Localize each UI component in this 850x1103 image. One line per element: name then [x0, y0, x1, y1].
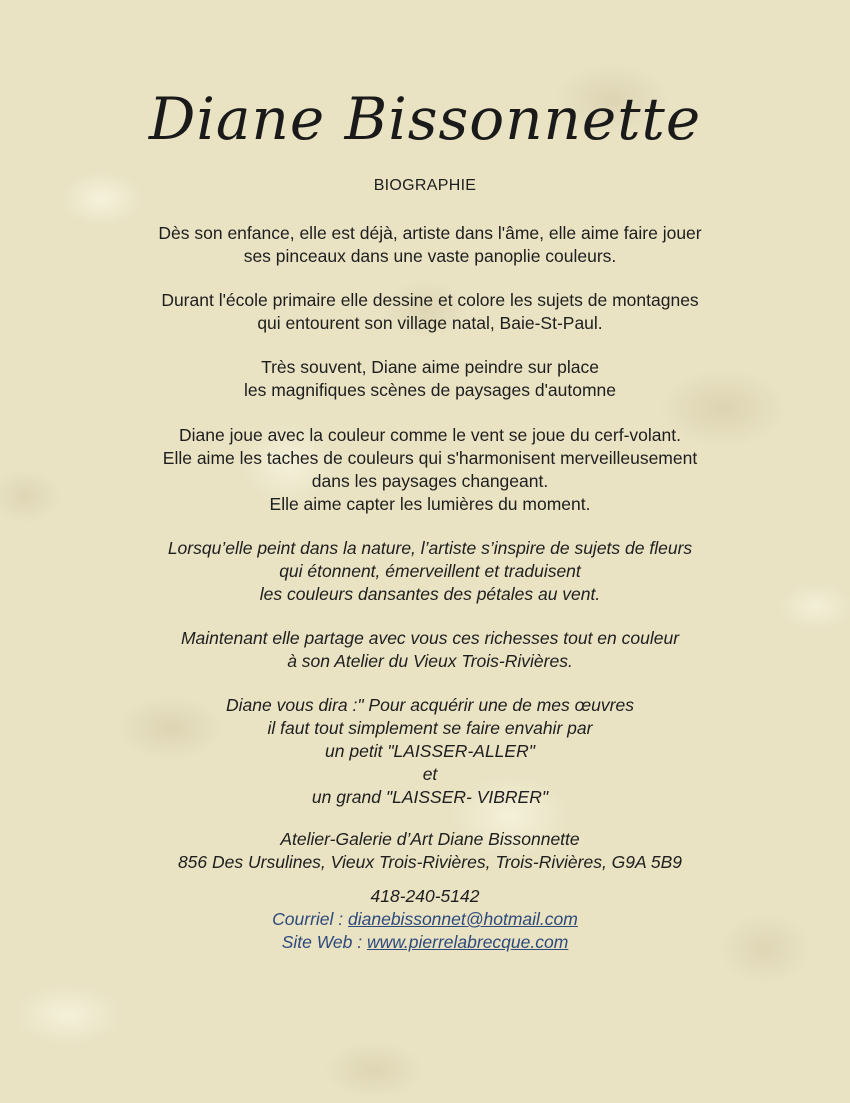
- email-label: Courriel :: [272, 909, 348, 929]
- text-line: Elle aime capter les lumières du moment.: [269, 494, 591, 514]
- text-line: Diane joue avec la couleur comme le vent se joue du cerf-volant.: [179, 425, 681, 445]
- street-address: 856 Des Ursulines, Vieux Trois-Rivières, Trois-Rivières, G9A 5B9: [177, 852, 683, 872]
- paragraph-quote: [0, 694, 850, 809]
- text-line: Lorsqu’elle peint dans la nature, l’artiste s’inspire de sujets de fleurs: [167, 538, 693, 558]
- website-link[interactable]: www.pierrelabrecque.com: [366, 932, 569, 952]
- text-line: les magnifiques scènes de paysages d'automne: [243, 380, 617, 400]
- website-label: Site Web :: [281, 932, 367, 952]
- text-line: Elle aime les taches de couleurs qui s'harmonisent merveilleusement: [162, 448, 698, 468]
- text-line: qui étonnent, émerveillent et traduisent: [279, 561, 581, 581]
- text-line: Très souvent, Diane aime peindre sur place: [261, 357, 599, 377]
- page-title: Diane Bissonnette: [148, 85, 702, 153]
- phone-number: 418-240-5142: [370, 886, 480, 906]
- paragraph-school: [0, 289, 850, 335]
- text-line: un grand "LAISSER- VIBRER": [311, 787, 549, 807]
- paragraph-nature: [0, 537, 850, 606]
- text-line: qui entourent son village natal, Baie-St-Paul.: [257, 313, 603, 333]
- text-line: il faut tout simplement se faire envahir par: [267, 718, 593, 738]
- email-link[interactable]: dianebissonnet@hotmail.com: [348, 909, 578, 929]
- contact-block: [0, 885, 850, 954]
- paragraph-autumn: [0, 356, 850, 402]
- email-line: [0, 908, 850, 931]
- text-line: ses pinceaux dans une vaste panoplie couleurs.: [243, 246, 617, 266]
- text-line: Durant l'école primaire elle dessine et colore les sujets de montagnes: [161, 290, 699, 310]
- text-line: et: [422, 764, 438, 784]
- text-line: à son Atelier du Vieux Trois-Rivières.: [287, 651, 573, 671]
- address-block: [0, 828, 850, 874]
- website-line: [0, 931, 850, 954]
- text-line: les couleurs dansantes des pétales au vent.: [259, 584, 601, 604]
- text-line: Diane vous dira :" Pour acquérir une de mes œuvres: [226, 695, 634, 715]
- text-line: Maintenant elle partage avec vous ces richesses tout en couleur: [180, 628, 680, 648]
- text-line: Dès son enfance, elle est déjà, artiste dans l'âme, elle aime faire jouer: [158, 223, 702, 243]
- paragraph-color: [0, 424, 850, 516]
- paragraph-childhood: [0, 222, 850, 268]
- section-heading: BIOGRAPHIE: [373, 177, 477, 194]
- paragraph-atelier: [0, 627, 850, 673]
- text-line: dans les paysages changeant.: [311, 471, 549, 491]
- gallery-name: Atelier-Galerie d’Art Diane Bissonnette: [280, 829, 580, 849]
- text-line: un petit "LAISSER-ALLER": [325, 741, 535, 761]
